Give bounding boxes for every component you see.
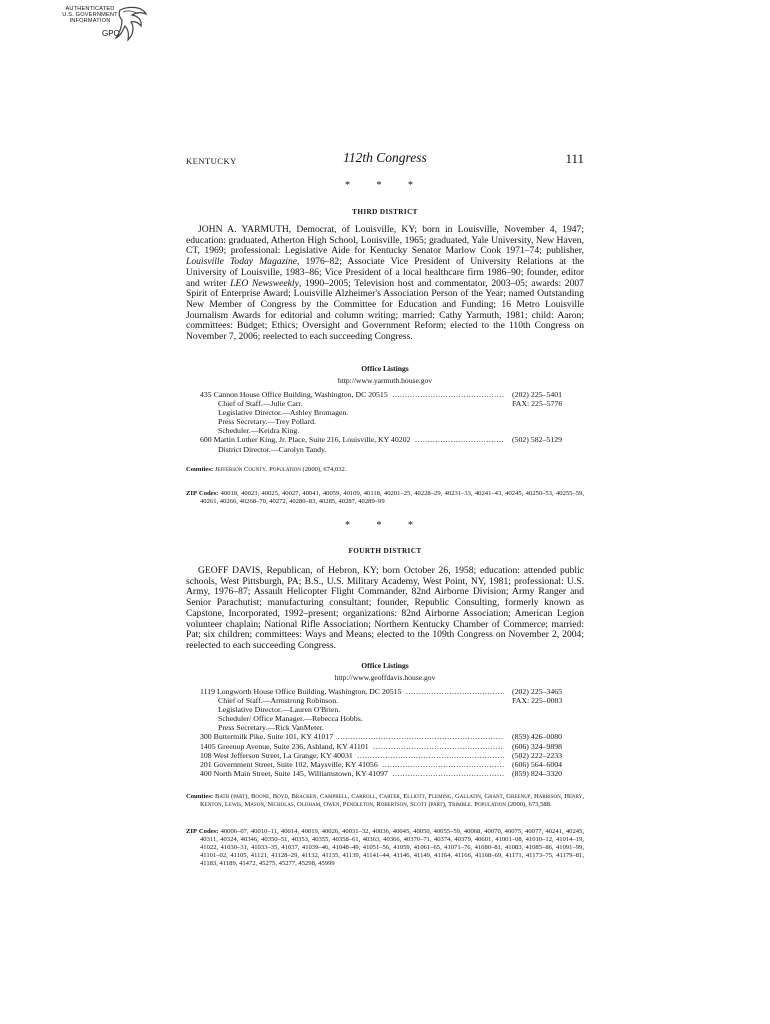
zip-codes-text: 40006–07, 40010–11, 40014, 40019, 40026, 40031–32, 40036, 40045, 40050, 40055–59, 40068, 40070, 40075, 40077, 40241, 40245, 40311, 40324, 40346, 40350–51, 40353, 40355, 40358–61, 40363, 40366, 40370–71, 40374, 40379, 40601, 41001–08, 41010–12, 41014–19, 41022, 41030–31, 41033–35, 41037, 41039–46, 41048–49, 41051–56, 41059, 41061–65, 41071–76, 41080–81, 41083, 41085–86, 41091–99, 41101–02, 41105, 41121, 41128–29, 41132, 41135, 41139, 41141–44, 41146, 41149, 41164, 41166, 41168–69, 41171, 41173–75, 41179–81, 41183, 41189, 41472, 45275, 45277, 45298, 45999 (200, 828, 584, 867)
header-title: 112th Congress (343, 150, 427, 165)
member-biography: GEOFF DAVIS, Republican, of Hebron, KY; born October 26, 1958; education: attended public schools, West Pittsburgh, PA; B.S., U.S. Military Academy, West Point, NY, 1981; professional: U.S. Army, 1976–87; Assault Helicopter Flight Commander, 82nd Airborne Division; Army Ranger and Senior Parachutist; manufacturing consultant; founder, Republic Consulting, formerly known as Capstone, Incorporated, 1992–present; organizations: 82nd Airborne Association; American Legion volunteer chaplain; National Rifle Association; Northern Kentucky Chamber of Commerce; married: Pat; six children; committees: Ways and Means; elected to the 109th Congress on November 2, 2004; reelected to each succeeding Congress. (186, 565, 584, 651)
staff-row (200, 705, 584, 714)
staff-row (200, 445, 584, 454)
zip-label: ZIP Codes: (186, 490, 219, 497)
staff-name: District Director.—Carolyn Tandy. (218, 444, 327, 454)
counties-label: Counties: (186, 466, 214, 473)
office-phone: (859) 824–3320 (512, 768, 563, 778)
counties-text: Bath (part), Boone, Boyd, Bracken, Campbell, Carroll, Carter, Elliott, Fleming, Gallatin, Grant, Greenup, Harrison, Henry, Kenton, Lewis, Mason, Nicholas, Oldham, Owen, Pendleton, Robertson, Scott (part), Trimble. Population (2000), 673,588. (200, 793, 584, 808)
office-listings-heading: Office Listings (361, 661, 409, 670)
district-heading: THIRD DISTRICT (352, 208, 418, 216)
staff-row (200, 399, 584, 408)
staff-row (200, 408, 584, 417)
publication-name: Louisville Today Magazine (186, 256, 298, 268)
page-number: 111 (565, 151, 584, 166)
staff-name: Press Secretary.—Rick VanMeter. (218, 723, 324, 733)
zip-label: ZIP Codes: (186, 828, 219, 835)
office-row (200, 751, 584, 760)
staff-name: Chief of Staff.—Armstrong Robinson. (218, 696, 339, 706)
office-phone: (502) 222–2233 (512, 750, 563, 760)
office-row (200, 760, 584, 769)
member-biography: JOHN A. YARMUTH, Democrat, of Louisville, KY; born in Louisville, November 4, 1947; education: graduated, Atherton High School, Louisville, 1965; graduated, Yale University, New Haven, CT, 1969; professional: Legislative Aide for Kentucky Senator Marlow Cook 1971–74; publisher, Louisville Today Magazine, 1976–82; Associate Vice President of University Relations at the University of Louisville, 1983–86; Vice President of a local healthcare firm 1986–90; founder, editor and writer LEO Newsweekly, 1990–2005; Television host and commentator, 2003–05; awards: 2007 Spirit of Enterprise Award; Louisville Alzheimer's Association Person of the Year; named Outstanding New Member of Congress by the Committee for Education and Funding; 16 Metro Louisville Journalism Awards for editorial and column writing; married: Cathy Yarmuth, 1981; child: Aaron; committees: Budget; Ethics; Oversight and Government Reform; elected to the 110th Congress on November 7, 2006; reelected to each succeeding Congress. (186, 224, 585, 343)
badge-line: AUTHENTICATED (65, 6, 115, 12)
publication-name: LEO Newsweekly (230, 277, 299, 289)
office-address: 108 West Jefferson Street, La Grange, KY 40031 ..... (200, 751, 504, 760)
gpo-badge-text (58, 6, 122, 25)
counties-paragraph (186, 793, 584, 809)
office-row (200, 687, 584, 696)
counties-paragraph (186, 466, 584, 474)
office-listings-heading: Office Listings (361, 364, 409, 373)
office-phone: (502) 582–5129 (512, 435, 563, 445)
office-address: 600 Martin Luther King, Jr. Place, Suite 216, Louisville, KY 40202 ..... (200, 435, 504, 444)
office-list (200, 390, 584, 454)
district-heading: FOURTH DISTRICT (348, 547, 422, 555)
badge-line: U.S. GOVERNMENT (62, 12, 118, 19)
badge-line: INFORMATION (69, 18, 111, 25)
gpo-label: GPO (102, 29, 120, 38)
staff-name: Legislative Director.—Ashley Bromagen. (218, 408, 349, 418)
running-header (186, 150, 584, 170)
office-row (200, 732, 584, 741)
office-row (200, 769, 584, 778)
office-phone: (859) 426–0080 (512, 732, 563, 742)
zip-codes-paragraph (186, 490, 584, 506)
office-row (200, 742, 584, 751)
office-row (200, 435, 584, 444)
staff-name: Scheduler/ Office Manager.—Rebecca Hobbs. (218, 714, 363, 724)
staff-row (200, 714, 584, 723)
staff-row (200, 723, 584, 732)
staff-row (200, 417, 584, 426)
office-phone: (202) 225–5401 (512, 390, 563, 399)
office-address: 400 North Main Street, Suite 145, Williamstown, KY 41097 ..... (200, 769, 504, 778)
office-address: 1405 Greenup Avenue, Suite 236, Ashland, KY 41101 ..... (200, 742, 504, 751)
gpo-authentication-badge (58, 6, 158, 48)
staff-name: Chief of Staff.—Julie Carr. (218, 399, 303, 409)
office-row (200, 390, 584, 399)
staff-name: Legislative Director.—Lauren O'Brien. (218, 705, 341, 715)
website-url: http://www.geoffdavis.house.gov (334, 673, 436, 682)
section-separator: * * * (345, 520, 425, 531)
staff-name: Press Secretary.—Trey Pollard. (218, 417, 316, 427)
office-list (200, 687, 584, 778)
eagle-icon (114, 6, 150, 48)
zip-codes-paragraph (186, 828, 584, 868)
staff-name: Scheduler.—Keidra King. (218, 426, 300, 436)
counties-text: Jefferson County. Population (2000), 674,032. (214, 466, 347, 473)
zip-codes-text: 40018, 40023, 40025, 40027, 40041, 40059, 40109, 40118, 40201–25, 40228–29, 40231–33, 40241–43, 40245, 40250–53, 40255–59, 40261, 40266, 40268–70, 40272, 40280–83, 40285, 40287, 40289–99 (200, 490, 585, 505)
website-url: http://www.yarmuth.house.gov (337, 376, 433, 385)
staff-row (200, 426, 584, 435)
office-phone: (202) 225–3465 (512, 687, 563, 696)
staff-row (200, 696, 584, 705)
office-phone: FAX: 225–0003 (512, 696, 563, 706)
office-address: 435 Cannon House Office Building, Washington, DC 20515 ..... (200, 390, 504, 399)
office-address: 1119 Longworth House Office Building, Washington, DC 20515 ..... (200, 687, 504, 696)
office-phone: (606) 564–6004 (512, 759, 563, 769)
section-separator: * * * (345, 180, 425, 191)
office-address: 300 Buttermilk Pike, Suite 101, KY 41017 ..... (200, 732, 504, 741)
office-phone: FAX: 225–5776 (512, 399, 563, 409)
office-phone: (606) 324–9898 (512, 741, 563, 751)
counties-label: Counties: (186, 793, 214, 800)
office-address: 201 Government Street, Suite 102, Maysville, KY 41056 ..... (200, 760, 504, 769)
header-state: KENTUCKY (186, 156, 237, 166)
